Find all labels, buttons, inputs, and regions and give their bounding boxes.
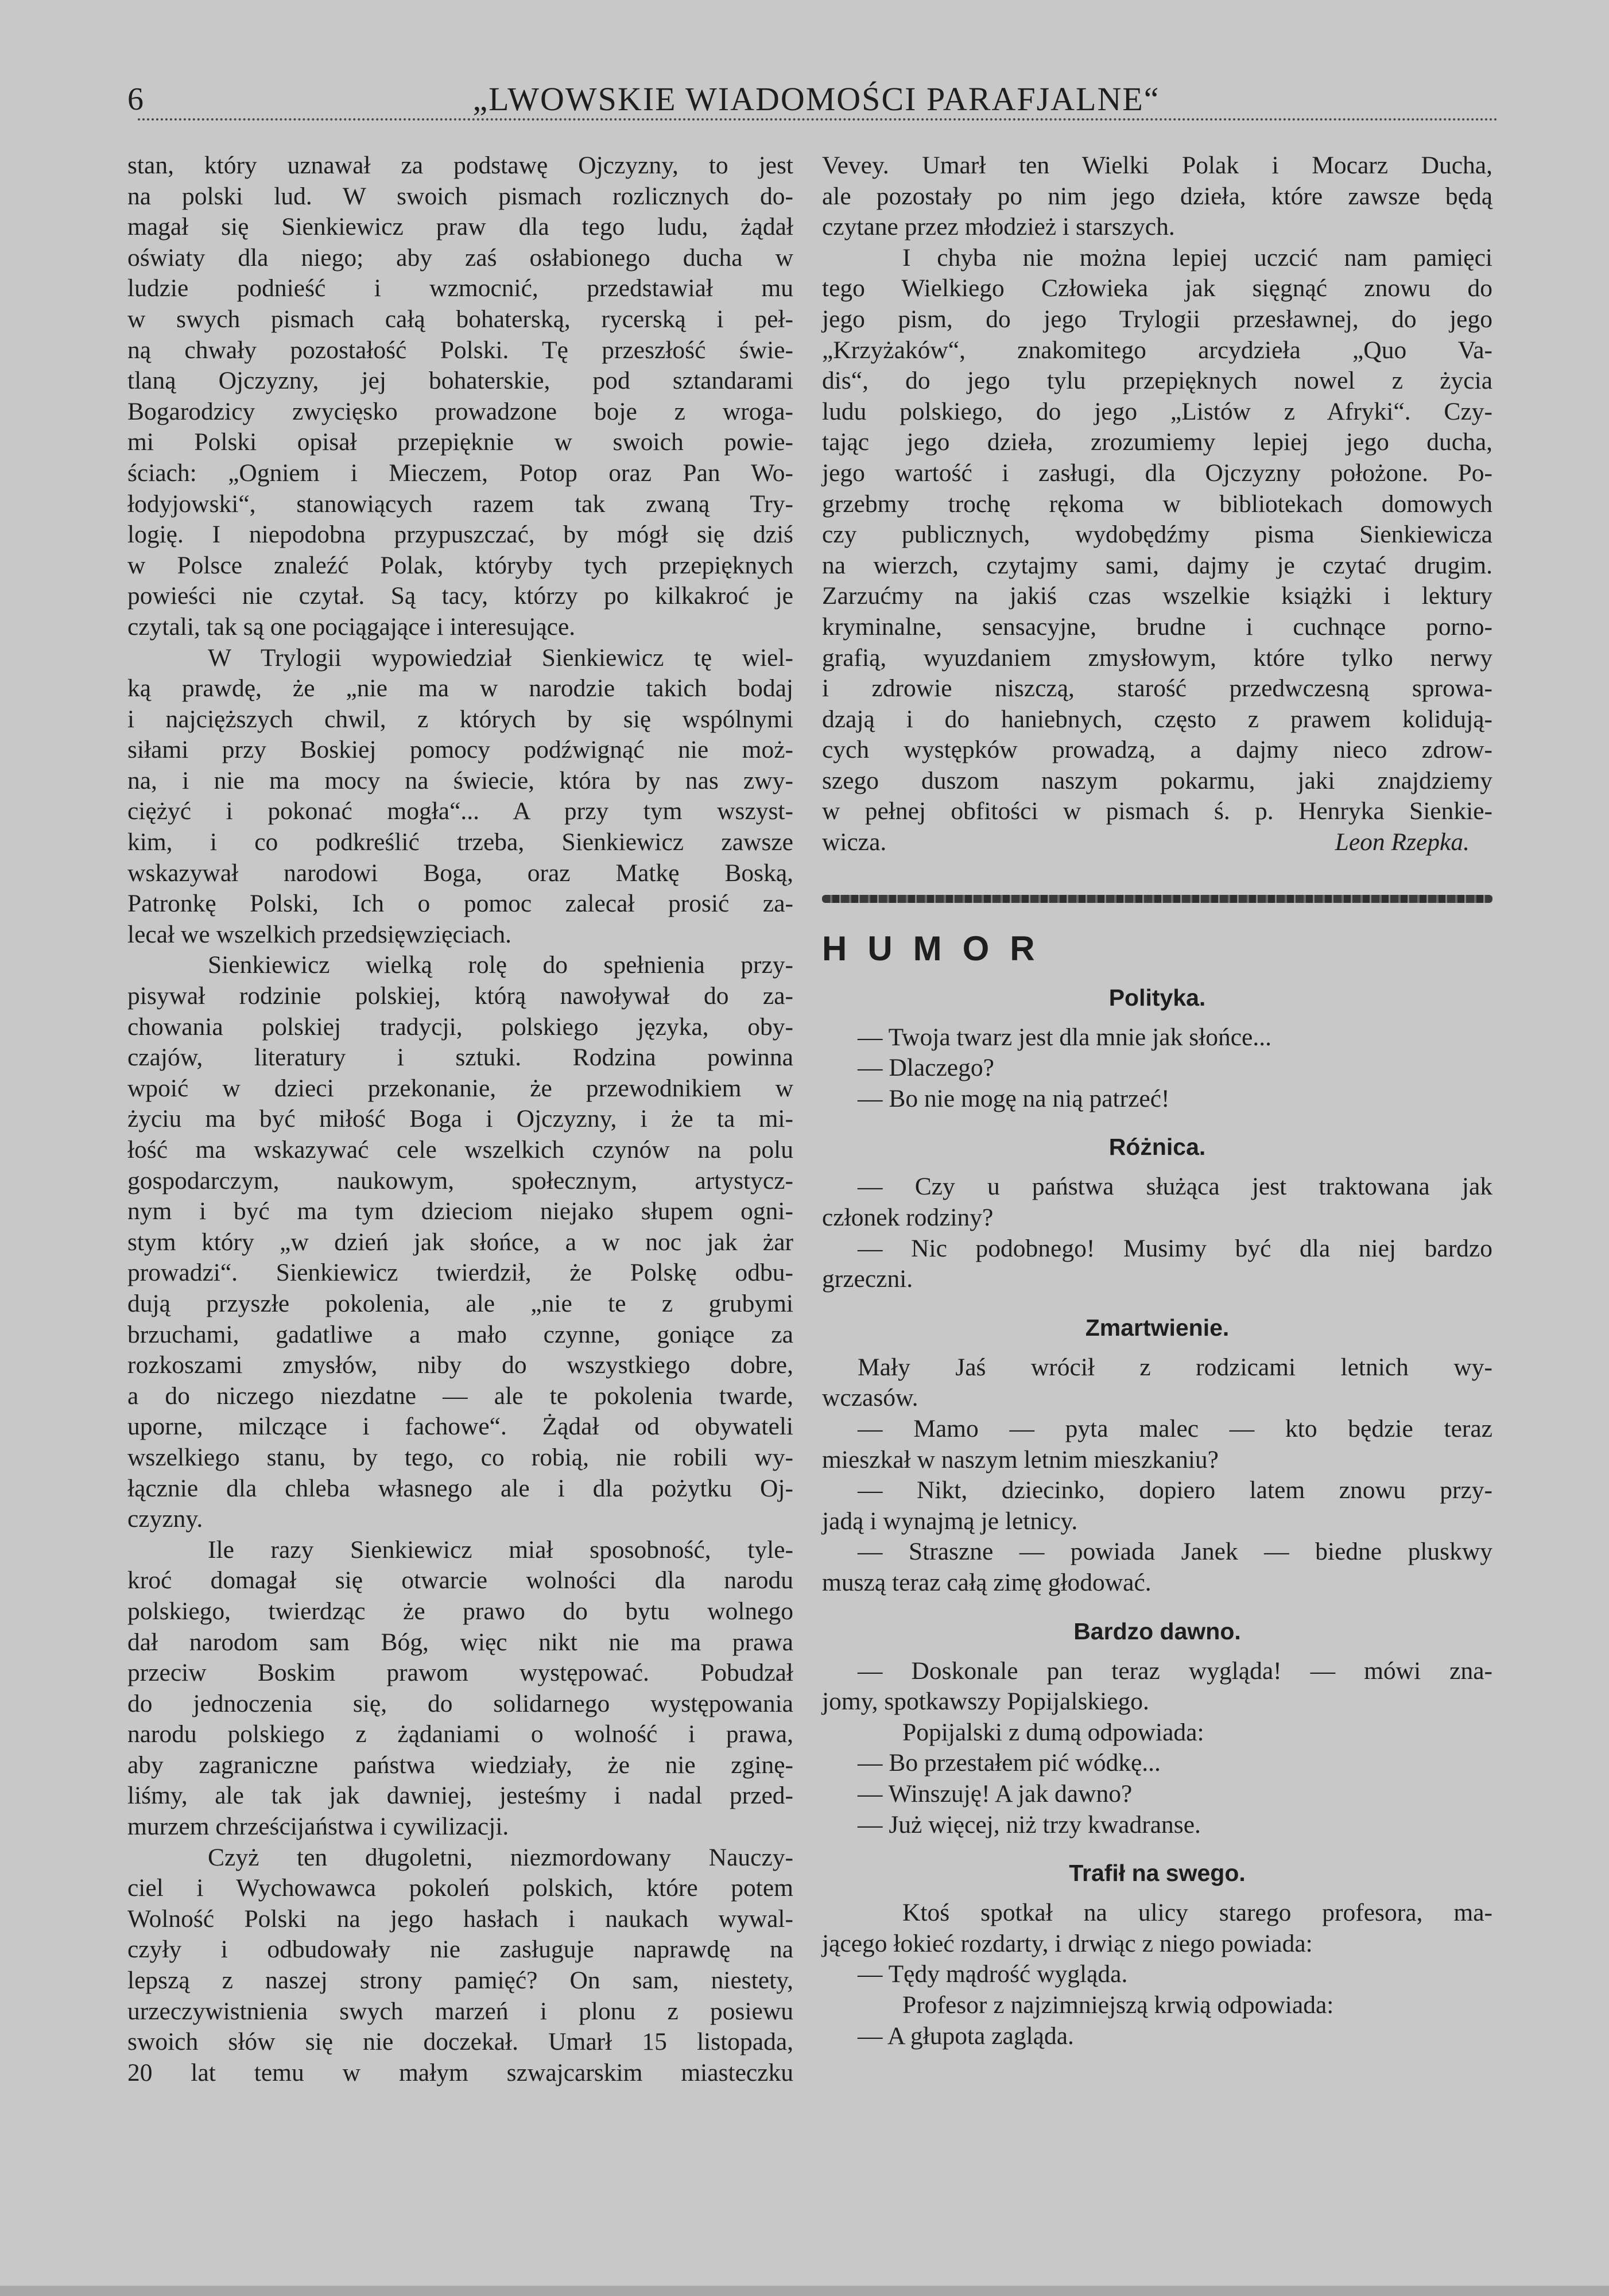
text-line: szego duszom naszym pokarmu, jaki znajdziemy (822, 766, 1492, 794)
text-line: czytane przez młodzież i starszych. (822, 213, 1175, 241)
text-line: swoich słów się nie doczekał. Umarł 15 listopada, (127, 2028, 793, 2056)
text-line: murzem chrześcijaństwa i cywilizacji. (127, 1813, 509, 1841)
text-line: urzeczywistnienia swych marzeń i plonu z posiewu (127, 1997, 793, 2025)
paragraph (822, 243, 1492, 827)
joke-line: — Dlaczego? (858, 1054, 994, 1082)
text-line: Bogarodzicy zwycięsko prowadzone boje z wroga- (127, 397, 793, 425)
text-line: ciężyć i pokonać mogła“... A przy tym wszyst- (127, 797, 793, 825)
text-line: liśmy, ale tak jak dawniej, jesteśmy i nadal przed- (127, 1782, 793, 1810)
header-rule (138, 118, 1498, 121)
text-line: logię. I niepodobna przypuszczać, by mógł się dziś (127, 521, 793, 549)
text-line: życiu ma być miłość Boga i Ojczyzny, i że ta mi- (127, 1105, 793, 1133)
text-line: ściach: „Ogniem i Mieczem, Potop oraz Pan Wo- (127, 459, 793, 487)
joke-title: Bardzo dawno. (1073, 1618, 1241, 1645)
joke-title: Polityka. (1108, 984, 1206, 1011)
text-line: na polski lud. W swoich pismach rozlicznych do- (127, 182, 793, 210)
joke-line: — Doskonale pan teraz wygląda! — mówi zna- (858, 1657, 1492, 1685)
jokes-list (822, 982, 1492, 2051)
joke (822, 1857, 1492, 2051)
text-line: czytali, tak są one pociągające i interesujące. (127, 612, 576, 641)
text-line: kroć domagał się otwarcie wolności dla narodu (127, 1566, 793, 1595)
joke (822, 1131, 1492, 1294)
joke-line: jomy, spotkawszy Popijalskiego. (822, 1688, 1149, 1716)
text-line: Sienkiewicz wielką rolę do spełnienia przy- (208, 951, 793, 979)
joke-title: Trafił na swego. (1069, 1860, 1246, 1887)
text-line: wpoić w dzieci przekonanie, że przewodnikiem w (127, 1074, 793, 1102)
joke (822, 982, 1492, 1115)
paragraph (822, 150, 1492, 243)
joke-line: — Mamo — pyta malec — kto będzie teraz (858, 1415, 1492, 1442)
page-number: 6 (127, 82, 144, 117)
text-line: kryminalne, sensacyjne, brudne i cuchnące porno- (822, 612, 1492, 641)
text-line: Czyż ten długoletni, niezmordowany Nauczy- (208, 1843, 793, 1871)
text-line: nym i być ma tym dzieciom niejako słupem ogni- (127, 1197, 793, 1225)
text-line: a do niczego niezdatne — ale te pokolenia twarde, (127, 1382, 793, 1410)
text-line: gospodarczym, naukowym, społecznym, artystycz- (127, 1166, 793, 1194)
ornamental-divider (822, 895, 1492, 903)
joke-line: muszą teraz całą zimę głodować. (822, 1568, 1151, 1596)
text-line: magał się Sienkiewicz praw dla tego ludu, żądał (127, 213, 793, 241)
joke-line: — Nic podobnego! Musimy być dla niej bardzo (858, 1234, 1492, 1262)
text-line: powieści nie czytał. Są tacy, którzy po kilkakroć je (127, 582, 793, 610)
paragraph (127, 1535, 793, 1843)
paragraph (127, 150, 793, 643)
joke-line: Popijalski z dumą odpowiada: (902, 1718, 1204, 1746)
text-line: lecał we wszelkich przedsięwzięciach. (127, 920, 512, 948)
joke-line: jadą i wynajmą je letnicy. (822, 1507, 1078, 1535)
text-line: w pełnej obfitości w pismach ś. p. Henryka Sienkie- (822, 797, 1492, 825)
text-line: czy publicznych, wydobędźmy pisma Sienkiewicza (822, 521, 1492, 549)
text-line: ludu polskiego, do jego „Listów z Afryki“. Czy- (822, 397, 1492, 425)
text-line: cych występków prowadzą, a dajmy nieco zdrow- (822, 736, 1492, 764)
paragraph (127, 643, 793, 951)
joke-line: wczasów. (822, 1384, 918, 1412)
text-line: chowania polskiej tradycji, polskiego języka, oby- (127, 1013, 793, 1041)
text-line: dzają i do haniebnych, często z prawem kolidują- (822, 705, 1492, 733)
text-line: lepszą z naszej strony pamięć? On sam, niestety, (127, 1967, 793, 1995)
text-line: polskiego, twierdząc że prawo do bytu wolnego (127, 1597, 793, 1625)
text-line: łodyjowski“, stanowiących razem tak zwaną Try- (127, 490, 793, 518)
text-line: Ile razy Sienkiewicz miał sposobność, tyle- (208, 1535, 793, 1564)
joke-line: — Winszuję! A jak dawno? (858, 1779, 1133, 1808)
article-column-left (127, 150, 793, 2088)
joke-title: Różnica. (1108, 1134, 1206, 1161)
text-line: Vevey. Umarł ten Wielki Polak i Mocarz Ducha, (822, 152, 1492, 179)
joke-line: — Tędy mądrość wygląda. (858, 1960, 1128, 1988)
joke-line: — Czy u państwa służąca jest traktowana jak (858, 1173, 1492, 1201)
joke-line: członek rodziny? (822, 1204, 994, 1232)
text-line: narodu polskiego z żądaniami o wolność i prawa, (127, 1720, 793, 1748)
joke-line: — Już więcej, niż trzy kwadranse. (858, 1810, 1201, 1839)
text-line: Zarzućmy na jakiś czas wszelkie książki i lektury (822, 582, 1492, 610)
text-line: w Polsce znaleźć Polak, któryby tych przepięknych (127, 551, 793, 579)
paragraph (127, 1843, 793, 2089)
joke-line: jącego łokieć rozdarty, i drwiąc z niego powiada: (822, 1929, 1313, 1957)
article-continuation (822, 150, 1492, 827)
text-line: grzebmy trochę rękoma w bibliotekach domowych (822, 490, 1492, 518)
joke-line: — Bo nie mogę na nią patrzeć! (858, 1084, 1170, 1112)
joke-line: — A głupota zagląda. (858, 2022, 1074, 2050)
text-line: mi Polski opisał przepięknie w swoich powie- (127, 428, 793, 456)
text-line: kim, i co podkreślić trzeba, Sienkiewicz zawsze (127, 828, 793, 856)
joke-line: — Straszne — powiada Janek — biedne pluskwy (858, 1538, 1492, 1566)
text-line: ale pozostały po nim jego dzieła, które zawsze będą (822, 182, 1492, 210)
joke-line: Mały Jaś wrócił z rodzicami letnich wy- (858, 1353, 1492, 1381)
text-line: łość ma wskazywać cele wszelkich czynów na polu (127, 1136, 793, 1163)
joke (822, 1616, 1492, 1841)
text-line: w swych pismach całą bohaterską, rycerską i peł- (127, 305, 793, 333)
text-line: tlaną Ojczyzny, jej bohaterskie, pod sztandarami (127, 367, 793, 395)
text-line: na wierzch, czytajmy sami, dajmy je czytać drugim. (822, 551, 1492, 579)
joke-line: — Bo przestałem pić wódkę... (858, 1749, 1161, 1777)
article-ending (822, 827, 1492, 858)
text-line: jego pism, do jego Trylogii przesławnej, do jego (822, 305, 1492, 333)
text-line: grafią, wyuzdaniem zmysłowym, które tylko nerwy (822, 643, 1492, 672)
humor-section-title: HUMOR (822, 929, 1056, 968)
text-line: aby zagraniczne państwa wiedziały, że nie zginę- (127, 1751, 793, 1779)
joke-line: mieszkał w naszym letnim mieszkaniu? (822, 1445, 1219, 1473)
text-line: na, i nie ma mocy na świecie, która by nas zwy- (127, 766, 793, 794)
page-header (127, 79, 1505, 119)
joke-line: — Twoja twarz jest dla mnie jak słońce... (858, 1023, 1271, 1051)
text-line: 20 lat temu w małym szwajcarskim miasteczku (127, 2058, 793, 2086)
text-line: ludzie podnieść i wzmocnić, przedstawiał mu (127, 274, 793, 302)
text-line: tając jego dzieła, zrozumiemy lepiej jego ducha, (822, 428, 1492, 456)
joke (822, 1312, 1492, 1599)
text-line: brzuchami, gadatliwe a mało czynne, goniące za (127, 1320, 793, 1348)
text-line: prowadzi“. Sienkiewicz twierdził, że Polskę odbu- (127, 1259, 793, 1287)
text-line: siłami przy Boskiej pomocy podźwignąć nie moż- (127, 736, 793, 764)
masthead-title: „LWOWSKIE WIADOMOŚCI PARAFJALNE“ (472, 80, 1160, 118)
text-line: ką prawdę, że „nie ma w narodzie takich bodaj (127, 674, 793, 703)
text-line: W Trylogii wypowiedział Sienkiewicz tę wiel- (208, 643, 793, 672)
text-line: dał narodom sam Bóg, więc nikt nie ma prawa (127, 1628, 793, 1656)
text-line: i najcięższych chwil, z których by się wspólnymi (127, 705, 793, 733)
joke-title: Zmartwienie. (1085, 1314, 1230, 1341)
text-line: ciel i Wychowawca pokoleń polskich, które potem (127, 1874, 793, 1902)
joke-line: Profesor z najzimniejszą krwią odpowiada: (902, 1991, 1334, 2019)
text-line: ną chwały pozostałość Polski. Tę przeszłość świe- (127, 336, 793, 364)
text-line: do jednoczenia się, do solidarnego występowania (127, 1689, 793, 1717)
text-line: dis“, do jego tylu przepięknych nowel z życia (822, 367, 1492, 395)
text-line: oświaty dla niego; aby zaś osłabionego ducha w (127, 243, 793, 272)
text-line: wskazywał narodowi Boga, oraz Matkę Boską, (127, 859, 793, 887)
text-line: stan, który uznawał za podstawę Ojczyzny, to jest (127, 152, 793, 179)
joke-line: Ktoś spotkał na ulicy starego profesora, ma- (902, 1899, 1492, 1927)
text-line: rozkoszami zmysłów, niby do wszystkiego dobre, (127, 1351, 793, 1379)
text-line: tego Wielkiego Człowieka jak sięgnąć znowu do (822, 274, 1492, 302)
joke-line: grzeczni. (822, 1265, 913, 1293)
text-line: I chyba nie można lepiej uczcić nam pamięci (902, 243, 1492, 272)
closing-word: wicza. (822, 828, 887, 856)
article-column-right (822, 150, 1492, 2051)
scan-edge (0, 2286, 1609, 2296)
text-line: stym który „w dzień jak słońce, a w noc jak żar (127, 1228, 793, 1256)
text-line: uporne, milczące i fachowe“. Żądał od obywateli (127, 1413, 793, 1441)
text-line: łącznie dla chleba własnego ale i dla pożytku Oj- (127, 1474, 793, 1502)
text-line: czyzny. (127, 1505, 203, 1533)
text-line: Wolność Polski na jego hasłach i naukach wywal- (127, 1905, 793, 1933)
text-line: pisywał rodzinie polskiej, którą nawoływał do za- (127, 982, 793, 1010)
text-line: czajów, literatury i sztuki. Rodzina powinna (127, 1044, 793, 1072)
text-line: „Krzyżaków“, znakomitego arcydzieła „Quo Va- (822, 336, 1492, 364)
text-line: wszelkiego stanu, by tego, co robią, nie robili wy- (127, 1443, 793, 1471)
text-line: Patronkę Polski, Ich o pomoc zalecał prosić za- (127, 890, 793, 918)
text-line: jego wartość i zasługi, dla Ojczyzny położone. Po- (822, 459, 1492, 487)
text-line: i zdrowie niszczą, starość przedwczesną sprowa- (822, 674, 1492, 703)
paragraph (127, 950, 793, 1534)
author-signature: Leon Rzepka. (1335, 828, 1470, 856)
joke-line: — Nikt, dziecinko, dopiero latem znowu przy- (858, 1476, 1492, 1504)
text-line: dują przyszłe pokolenia, ale „nie te z grubymi (127, 1289, 793, 1317)
text-line: czyły i odbudowały nie zasługuje naprawdę na (127, 1936, 793, 1964)
text-line: przeciw Boskim prawom występować. Pobudzał (127, 1659, 793, 1687)
